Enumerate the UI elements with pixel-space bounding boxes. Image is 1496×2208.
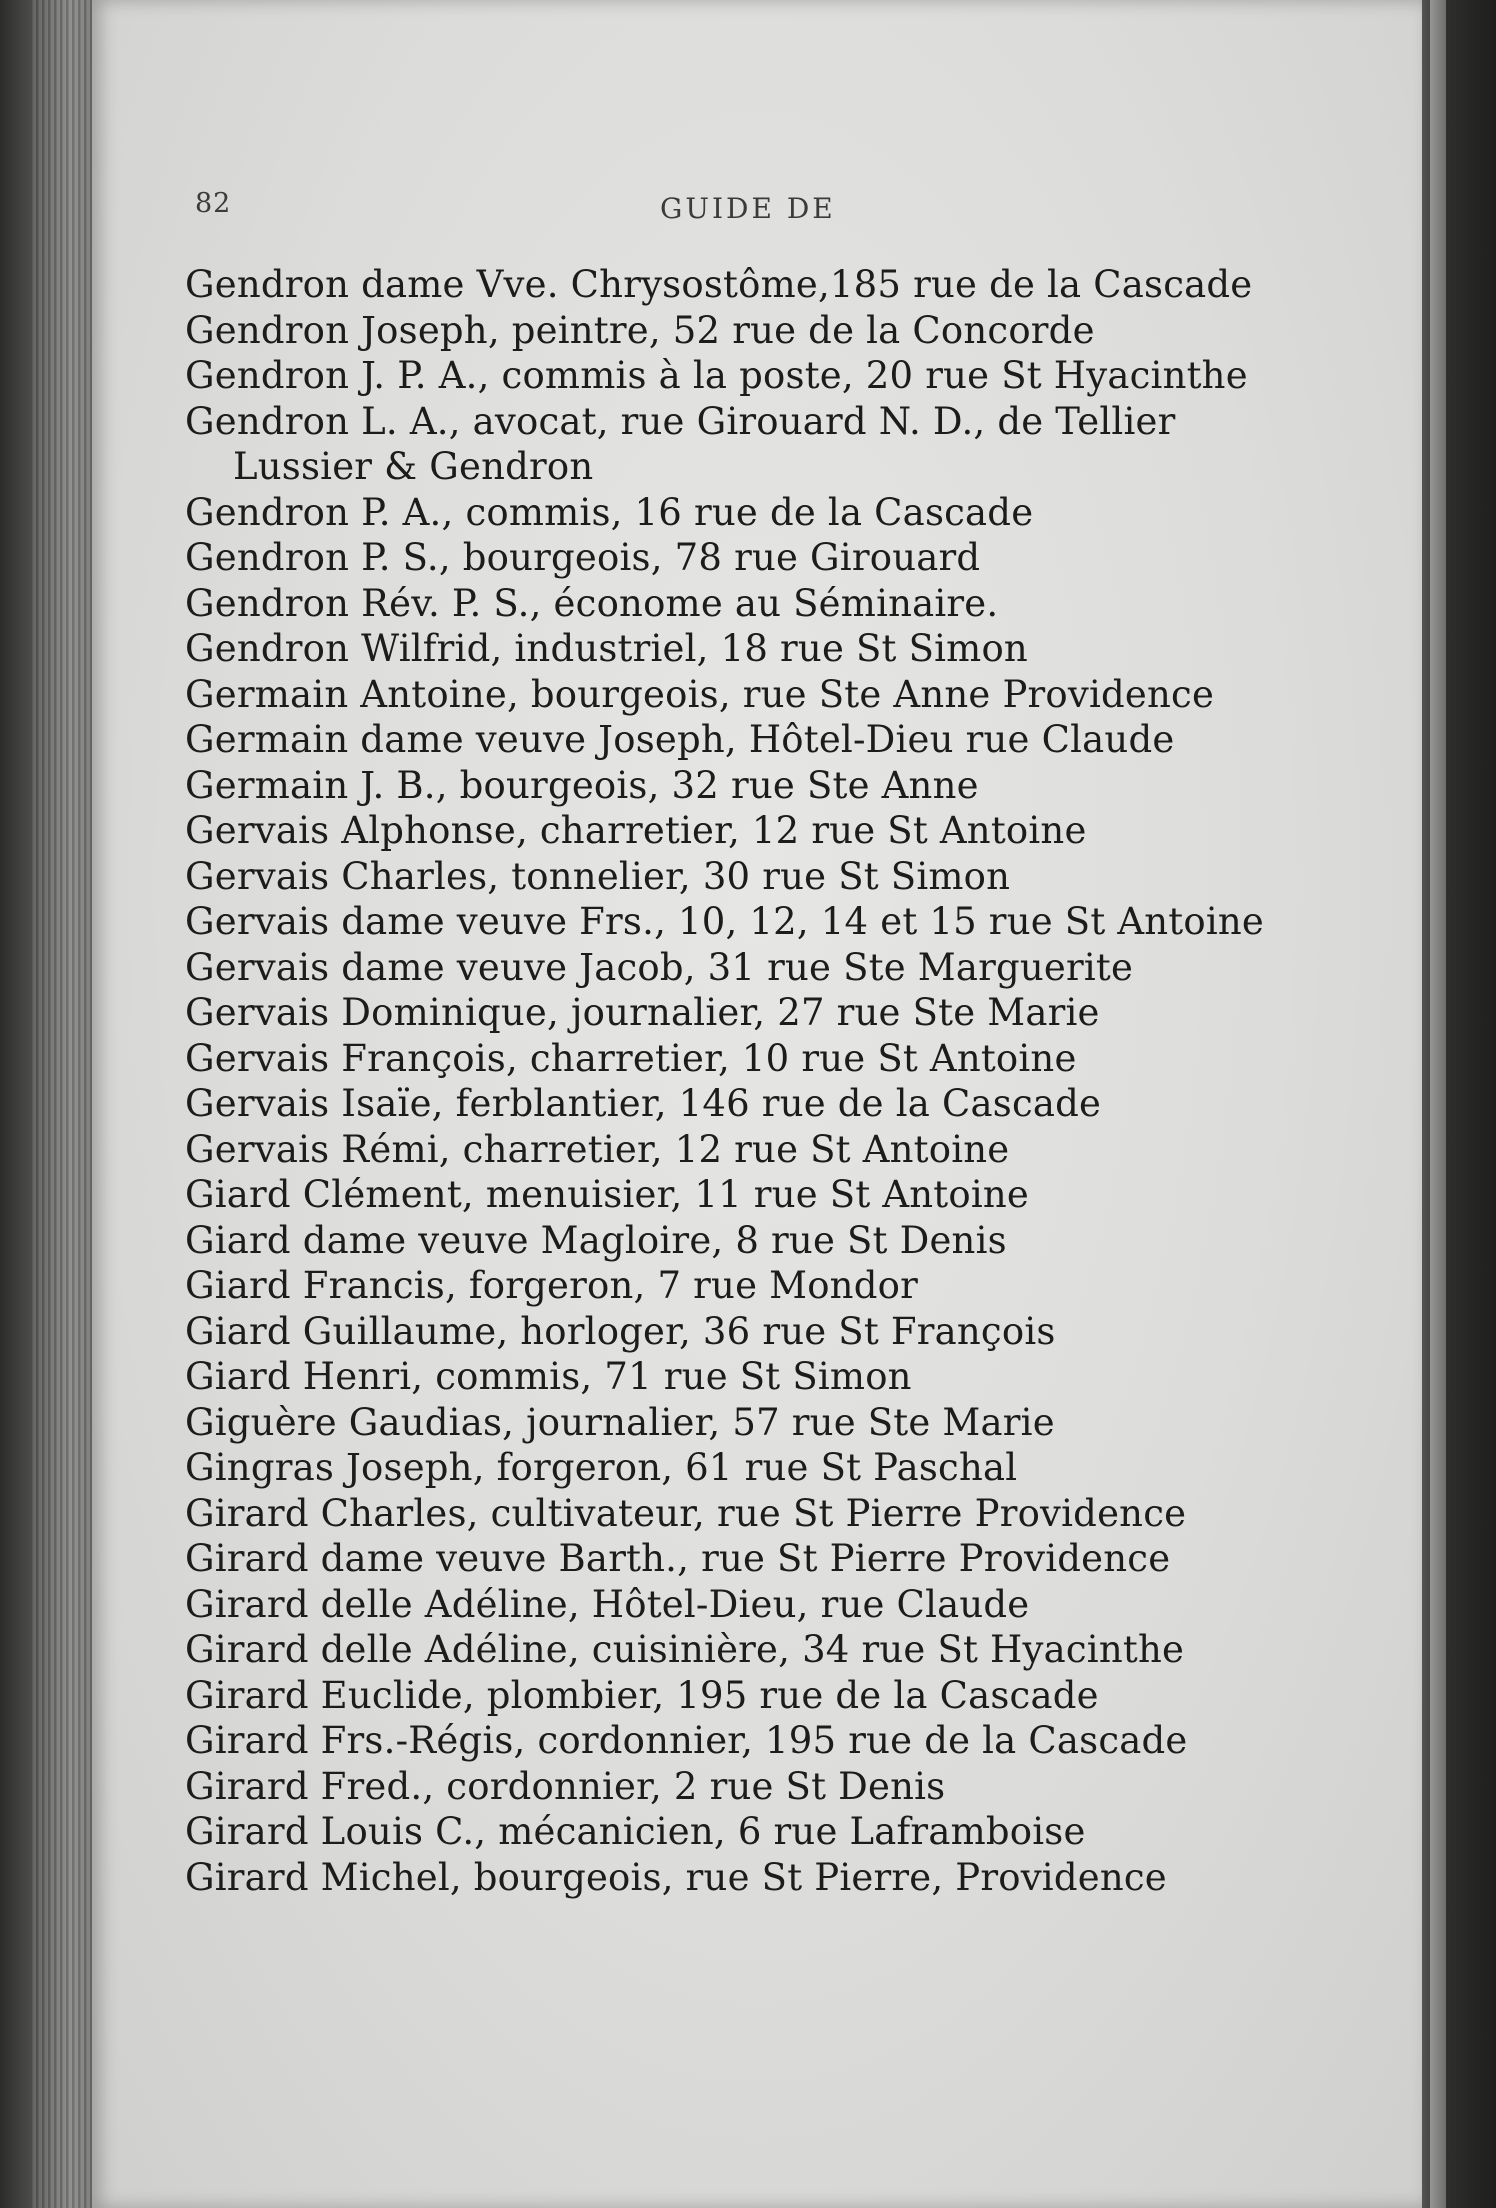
directory-entry: Giard dame veuve Magloire, 8 rue St Denis (185, 1218, 1007, 1262)
next-page-sliver (1430, 0, 1446, 2208)
directory-entry: Gendron J. P. A., commis à la poste, 20 rue St Hyacinthe (185, 354, 1248, 397)
directory-entry: Germain J. B., bourgeois, 32 rue Ste Anne (185, 763, 979, 807)
directory-entry: Gervais Isaïe, ferblantier, 146 rue de la Cascade (185, 1082, 1102, 1125)
directory-entry: Gervais Charles, tonnelier, 30 rue St Simon (185, 854, 1011, 898)
directory-entry: Gervais dame veuve Frs., 10, 12, 14 et 15 rue St Antoine (185, 900, 1265, 943)
running-head: GUIDE DE (660, 192, 836, 225)
directory-entry: Gervais François, charretier, 10 rue St Antoine (185, 1036, 1077, 1080)
directory-entry: Gervais Rémi, charretier, 12 rue St Antoine (185, 1127, 1010, 1171)
directory-entry-continuation: Lussier & Gendron (233, 445, 594, 488)
directory-entry: Girard Michel, bourgeois, rue St Pierre, Providence (185, 1855, 1167, 1899)
directory-entry: Gingras Joseph, forgeron, 61 rue St Paschal (185, 1446, 1018, 1489)
directory-entry: Girard Louis C., mécanicien, 6 rue Laframboise (185, 1810, 1086, 1853)
directory-entry: Giard Clément, menuisier, 11 rue St Antoine (185, 1173, 1030, 1216)
directory-entry: Gervais dame veuve Jacob, 31 rue Ste Marguerite (185, 945, 1134, 989)
directory-entry: Gendron P. A., commis, 16 rue de la Cascade (185, 490, 1034, 534)
page-header (195, 188, 1295, 238)
directory-entry: Girard Frs.-Régis, cordonnier, 195 rue de la Cascade (185, 1719, 1188, 1762)
directory-entry: Giard Henri, commis, 71 rue St Simon (185, 1355, 912, 1398)
directory-entry: Gendron Wilfrid, industriel, 18 rue St Simon (185, 627, 1028, 670)
directory-entry: Gendron P. S., bourgeois, 78 rue Girouard (185, 536, 981, 579)
directory-entry: Gendron Joseph, peintre, 52 rue de la Concorde (185, 308, 1095, 352)
directory-entry: Giard Guillaume, horloger, 36 rue St François (185, 1309, 1056, 1353)
directory-entry: Germain dame veuve Joseph, Hôtel-Dieu rue Claude (185, 718, 1175, 761)
directory-entry: Girard delle Adéline, Hôtel-Dieu, rue Claude (185, 1582, 1030, 1626)
page-number: 82 (195, 188, 232, 219)
directory-entries (185, 262, 1335, 1900)
directory-entry: Gendron dame Vve. Chrysostôme,185 rue de la Cascade (185, 263, 1253, 306)
directory-entry: Giguère Gaudias, journalier, 57 rue Ste Marie (185, 1400, 1055, 1444)
directory-entry: Germain Antoine, bourgeois, rue Ste Anne Providence (185, 672, 1215, 716)
directory-entry: Gervais Alphonse, charretier, 12 rue St Antoine (185, 809, 1087, 852)
directory-entry: Gendron Rév. P. S., économe au Séminaire. (185, 581, 999, 625)
directory-entry: Gendron L. A., avocat, rue Girouard N. D., de Tellier (185, 399, 1176, 443)
directory-entry: Girard dame veuve Barth., rue St Pierre Providence (185, 1537, 1171, 1580)
directory-entry: Girard Charles, cultivateur, rue St Pierre Providence (185, 1491, 1187, 1535)
directory-entry: Girard delle Adéline, cuisinière, 34 rue St Hyacinthe (185, 1628, 1185, 1671)
directory-entry: Girard Fred., cordonnier, 2 rue St Denis (185, 1764, 946, 1808)
directory-entry: Gervais Dominique, journalier, 27 rue Ste Marie (185, 991, 1100, 1034)
directory-entry: Giard Francis, forgeron, 7 rue Mondor (185, 1264, 918, 1307)
directory-entry: Girard Euclide, plombier, 195 rue de la Cascade (185, 1673, 1099, 1717)
